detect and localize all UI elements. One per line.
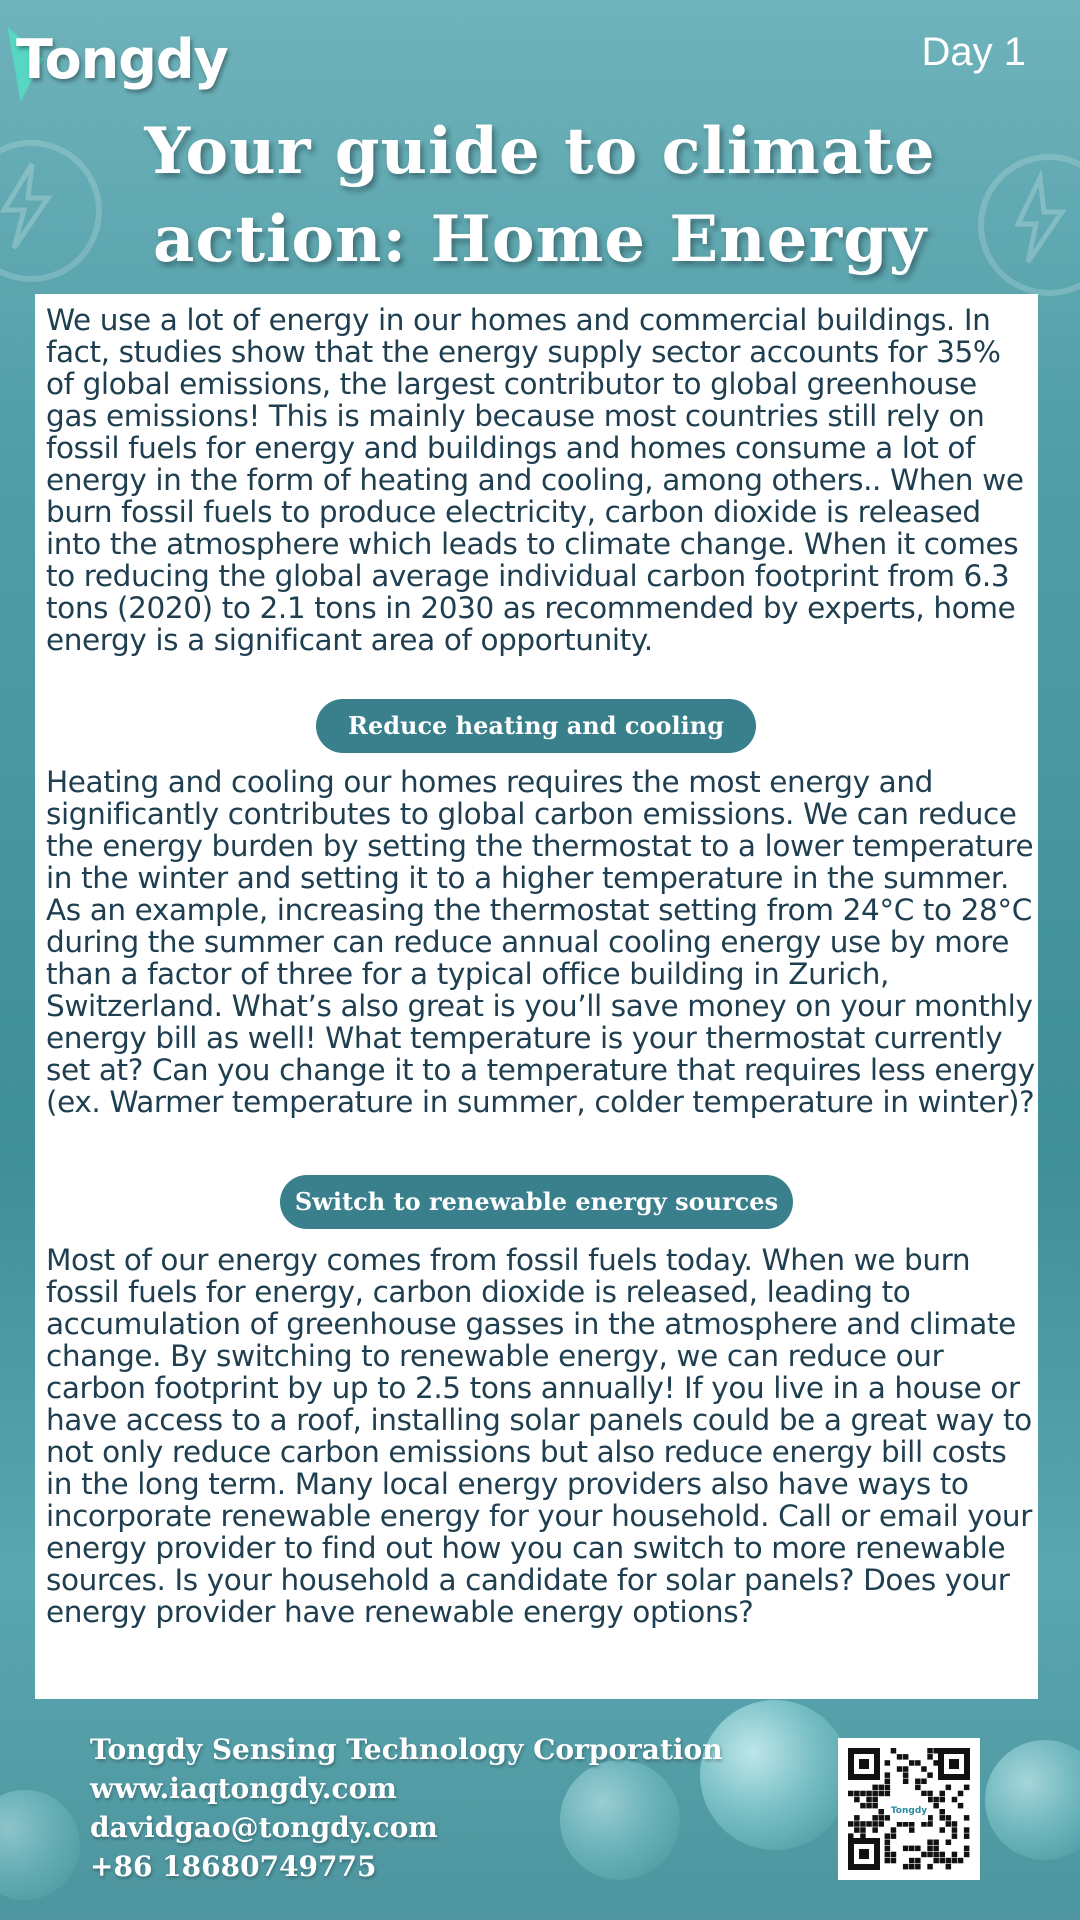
phone-number: +86 18680749775 bbox=[90, 1850, 377, 1883]
content-card bbox=[35, 294, 1038, 1699]
logo-text: Tongdy bbox=[16, 28, 228, 91]
company-name: Tongdy Sensing Technology Corporation bbox=[90, 1733, 723, 1766]
email-link[interactable]: davidgao@tongdy.com bbox=[90, 1811, 438, 1844]
intro-paragraph: We use a lot of energy in our homes and commercial buildings. In fact, studies show that the energy supply sector accounts for 35% of global emissions, the largest contributor to global greenhouse gas emissions! This is mainly because most countries still rely on fossil fuels for energy and buildings and homes consume a lot of energy in the form of heating and cooling, among others.. When we burn fossil fuels to produce electricity, carbon dioxide is released into the atmosphere which leads to climate change. When it comes to reducing the global average individual carbon footprint from 6.3 tons (2020) to 2.1 tons in 2030 as recommended by experts, home energy is a significant area of opportunity. bbox=[46, 303, 1024, 657]
lightbulb-icon bbox=[985, 1740, 1080, 1860]
lightbulb-icon bbox=[0, 1790, 80, 1900]
section-heading-renewable: Switch to renewable energy sources bbox=[280, 1175, 793, 1229]
section-heading-heating: Reduce heating and cooling bbox=[316, 699, 756, 753]
title-line-1: Your guide to climate bbox=[144, 114, 936, 189]
qr-logo-text: Tongdy bbox=[890, 1806, 928, 1816]
heating-paragraph: Heating and cooling our homes requires the most energy and significantly contributes to global carbon emissions. We can reduce the energy burden by setting the thermostat to a lower temperature in the winter and setting it to a higher temperature in the summer. As an example, increasing the thermostat setting from 24°C to 28°C during the summer can reduce annual cooling energy use by more than a factor of three for a typical office building in Zurich, Switzerland. What’s also great is you’ll save money on your monthly energy bill as well! What temperature is your thermostat currently set at? Can you change it to a temperature that requires less energy (ex. Warmer temperature in summer, colder temperature in winter)? bbox=[46, 765, 1035, 1119]
tongdy-logo bbox=[14, 26, 244, 98]
qr-code-icon[interactable] bbox=[838, 1738, 980, 1880]
page-title bbox=[0, 108, 1080, 284]
day-label: Day 1 bbox=[921, 30, 1026, 74]
qr-code-graphic bbox=[838, 1738, 980, 1880]
title-line-2: action: Home Energy bbox=[153, 202, 927, 277]
website-link[interactable]: www.iaqtongdy.com bbox=[90, 1772, 397, 1805]
renewable-paragraph: Most of our energy comes from fossil fuels today. When we burn fossil fuels for energy, carbon dioxide is released, leading to accumulation of greenhouse gasses in the atmosphere and climate change. By switching to renewable energy, we can reduce our carbon footprint by up to 2.5 tons annually! If you live in a house or have access to a roof, installing solar panels could be a great way to not only reduce carbon emissions but also reduce energy bill costs in the long term. Many local energy providers also have ways to incorporate renewable energy for your household. Call or email your energy provider to find out how you can switch to more renewable sources. Is your household a candidate for solar panels? Does your energy provider have renewable energy options? bbox=[46, 1243, 1032, 1629]
contact-info bbox=[90, 1730, 723, 1886]
